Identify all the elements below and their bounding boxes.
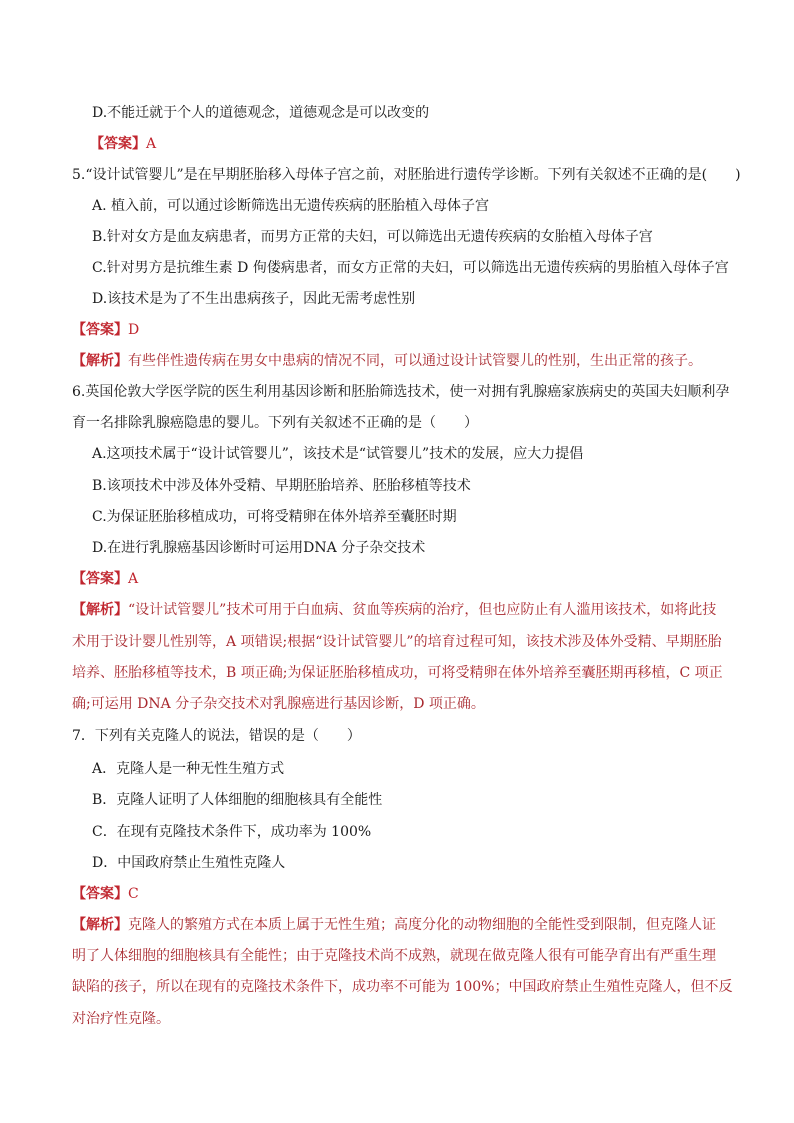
answer-tag: 【答案】 <box>72 886 128 902</box>
q6-explanation-line-1 <box>72 601 716 619</box>
q7-explanation-line-4: 对治疗性克隆。 <box>72 1011 170 1027</box>
q6-answer <box>72 570 138 588</box>
explain-tag: 【解析】 <box>72 602 128 618</box>
answer-value: A <box>128 571 139 587</box>
answer-value: A <box>146 136 157 152</box>
q4-option-d: D.不能迁就于个人的道德观念，道德观念是可以改变的 <box>92 105 430 121</box>
q5-option-b: B.针对女方是血友病患者，而男方正常的夫妇，可以筛选出无遗传疾病的女胎植入母体子宫 <box>92 229 653 245</box>
q6-explanation-line-2: 术用于设计婴儿性别等，A 项错误;根据“设计试管婴儿”的培育过程可知，该技术涉及体外受精、早期胚胎 <box>72 634 722 650</box>
answer-value: C <box>128 886 139 902</box>
explain-tag: 【解析】 <box>72 353 128 369</box>
q7-explanation-line-2: 明了人体细胞的细胞核具有全能性；由于克隆技术尚不成熟，就现在做克隆人很有可能孕育出有严重生理 <box>72 948 716 964</box>
q5-answer <box>72 321 139 339</box>
q6-explanation-line-3: 培养、胚胎移植等技术，B 项正确;为保证胚胎移植成功，可将受精卵在体外培养至囊胚期再移植，C 项正 <box>72 665 723 681</box>
q7-option-a: A．克隆人是一种无性生殖方式 <box>92 761 285 777</box>
q7-option-c: C．在现有克隆技术条件下，成功率为 100% <box>92 824 372 840</box>
q7-option-d: D．中国政府禁止生殖性克隆人 <box>92 855 286 871</box>
q5-stem: 5.“设计试管婴儿”是在早期胚胎移入母体子宫之前，对胚胎进行遗传学诊断。下列有关叙述不正确的是( ) <box>72 167 741 183</box>
q6-option-d: D.在进行乳腺癌基因诊断时可运用DNA 分子杂交技术 <box>92 540 426 556</box>
q5-explanation <box>72 352 702 370</box>
q4-answer <box>90 135 156 153</box>
answer-tag: 【答案】 <box>90 136 146 152</box>
explain-text: 有些伴性遗传病在男女中患病的情况不同，可以通过设计试管婴儿的性别，生出正常的孩子。 <box>128 353 702 369</box>
q6-stem-line-2: 育一名排除乳腺癌隐患的婴儿。下列有关叙述不正确的是（ ） <box>72 415 478 431</box>
answer-tag: 【答案】 <box>72 322 128 338</box>
q5-option-d: D.该技术是为了不生出患病孩子，因此无需考虑性别 <box>92 291 416 307</box>
q7-option-b: B．克隆人证明了人体细胞的细胞核具有全能性 <box>92 792 383 808</box>
q5-option-a: A. 植入前，可以通过诊断筛选出无遗传疾病的胚胎植入母体子宫 <box>92 198 490 214</box>
q6-option-a: A.这项技术属于“设计试管婴儿”，该技术是“试管婴儿”技术的发展，应大力提倡 <box>92 446 584 462</box>
answer-tag: 【答案】 <box>72 571 128 587</box>
q6-explanation-line-4: 确;可运用 DNA 分子杂交技术对乳腺癌进行基因诊断，D 项正确。 <box>72 696 485 712</box>
explain-text: “设计试管婴儿”技术可用于白血病、贫血等疾病的治疗，但也应防止有人滥用该技术，如将此技 <box>128 602 717 618</box>
explain-text: 克隆人的繁殖方式在本质上属于无性生殖；高度分化的动物细胞的全能性受到限制，但克隆人证 <box>128 917 716 933</box>
q5-option-c: C.针对男方是抗维生素 D 佝偻病患者，而女方正常的夫妇，可以筛选出无遗传疾病的男胎植入母体子宫 <box>92 260 729 276</box>
q6-stem-line-1: 6.英国伦敦大学医学院的医生利用基因诊断和胚胎筛选技术，使一对拥有乳腺癌家族病史的英国夫妇顺利孕 <box>72 384 730 400</box>
q6-option-c: C.为保证胚胎移植成功，可将受精卵在体外培养至囊胚时期 <box>92 509 457 525</box>
q7-explanation-line-3: 缺陷的孩子，所以在现有的克隆技术条件下，成功率不可能为 100%；中国政府禁止生殖性克隆人，但不反 <box>72 979 733 995</box>
q7-explanation-line-1 <box>72 916 716 934</box>
answer-value: D <box>128 322 140 338</box>
q7-answer <box>72 885 139 903</box>
q6-option-b: B.该项技术中涉及体外受精、早期胚胎培养、胚胎移植等技术 <box>92 478 471 494</box>
explain-tag: 【解析】 <box>72 917 128 933</box>
q7-stem: 7．下列有关克隆人的说法，错误的是（ ） <box>72 728 361 744</box>
